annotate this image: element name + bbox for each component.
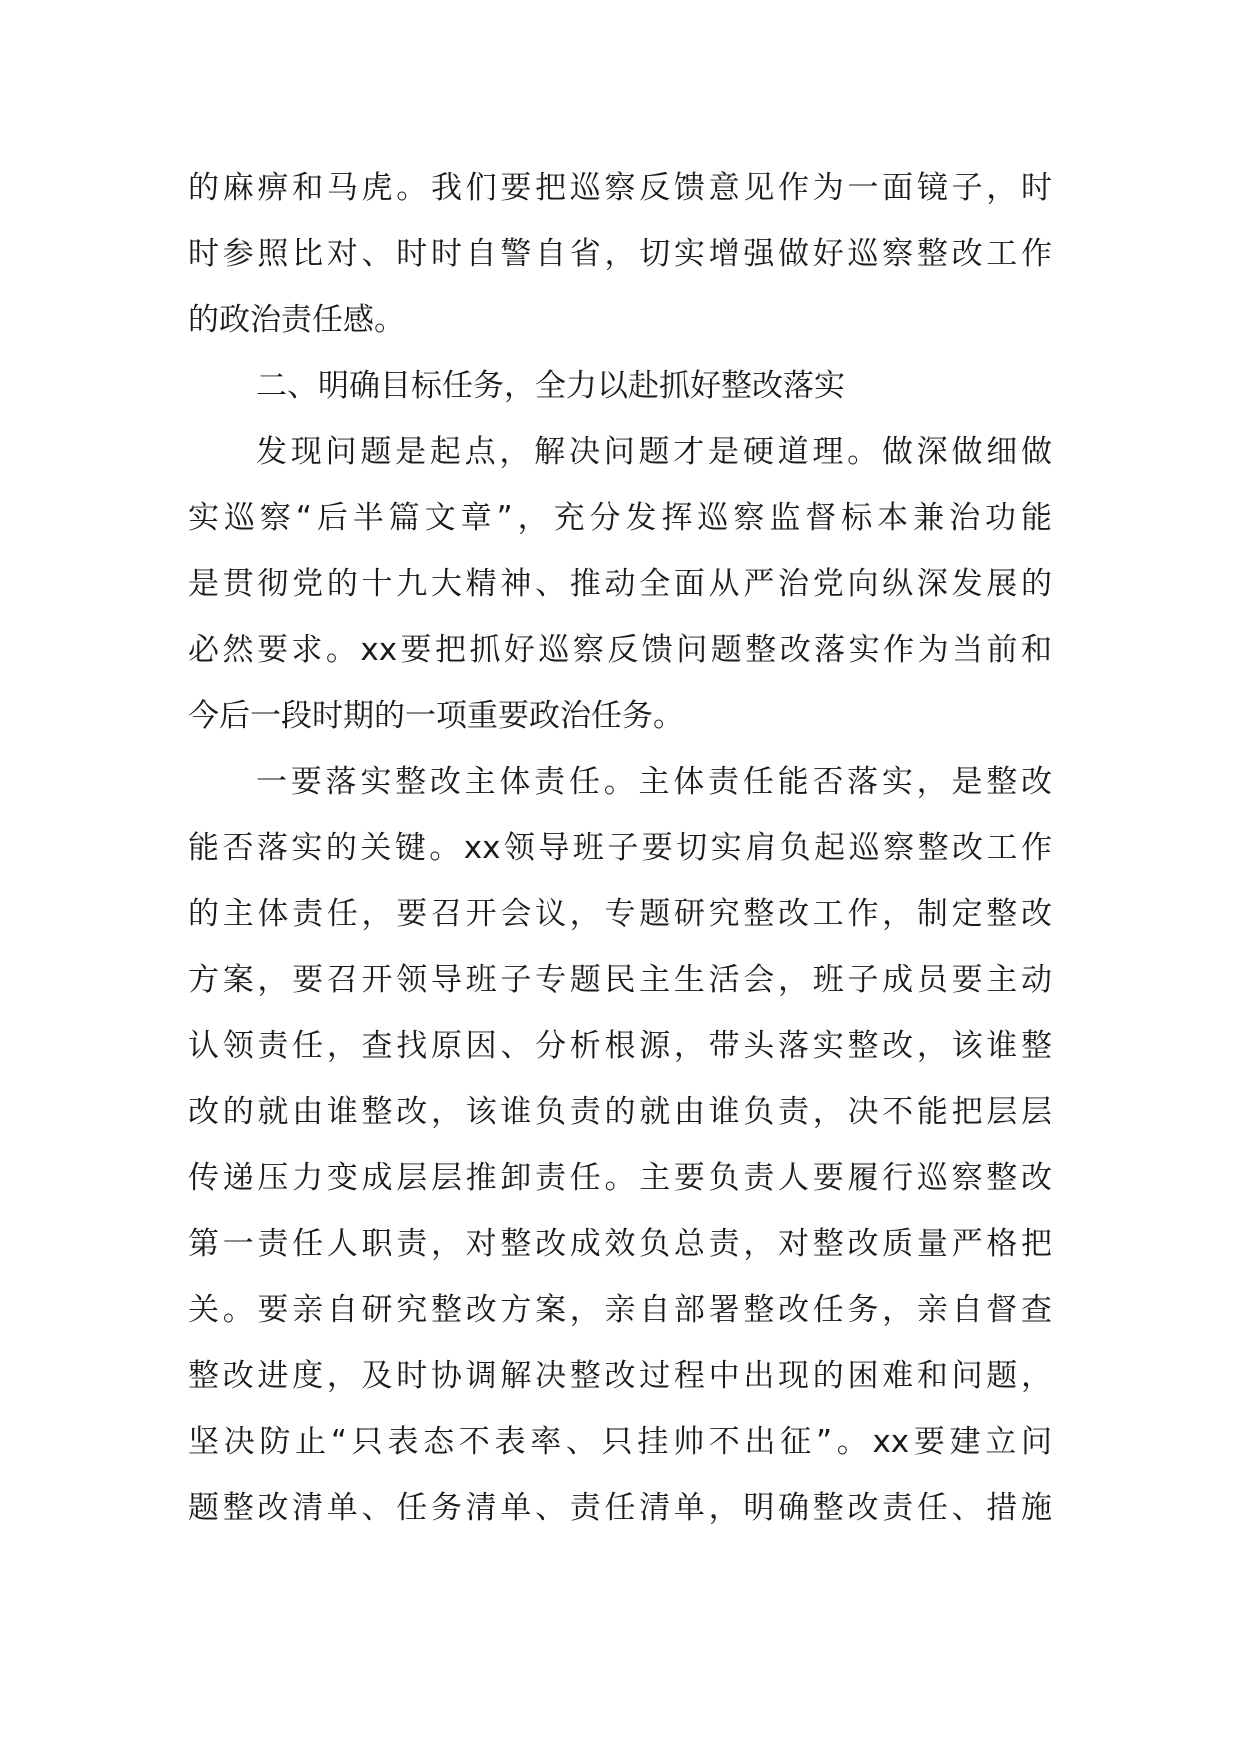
text-line: 关。要亲自研究整改方案，亲自部署整改任务，亲自督查 — [188, 1292, 1052, 1328]
text-line: 是贯彻党的十九大精神、推动全面从严治党向纵深发展的 — [188, 566, 1052, 602]
text-line: 实巡察“后半篇文章”，充分发挥巡察监督标本兼治功能 — [188, 500, 1052, 536]
section-heading: 二、明确目标任务，全力以赴抓好整改落实 — [256, 368, 845, 404]
text-line: 方案，要召开领导班子专题民主生活会，班子成员要主动 — [188, 962, 1052, 998]
text-line: 一要落实整改主体责任。主体责任能否落实，是整改 — [256, 764, 1052, 800]
text-line: 的政治责任感。 — [188, 302, 405, 338]
text-line: 题整改清单、任务清单、责任清单，明确整改责任、措施 — [188, 1490, 1052, 1526]
text-line: 传递压力变成层层推卸责任。主要负责人要履行巡察整改 — [188, 1160, 1052, 1196]
text-line: 认领责任，查找原因、分析根源，带头落实整改，该谁整 — [188, 1028, 1052, 1064]
text-line: 必然要求。xx要把抓好巡察反馈问题整改落实作为当前和 — [188, 632, 1052, 668]
text-line: 改的就由谁整改，该谁负责的就由谁负责，决不能把层层 — [188, 1094, 1052, 1130]
text-line: 能否落实的关键。xx领导班子要切实肩负起巡察整改工作 — [188, 830, 1052, 866]
text-line: 的麻痹和马虎。我们要把巡察反馈意见作为一面镜子，时 — [188, 170, 1052, 206]
text-line: 第一责任人职责，对整改成效负总责，对整改质量严格把 — [188, 1226, 1052, 1262]
text-line: 的主体责任，要召开会议，专题研究整改工作，制定整改 — [188, 896, 1052, 932]
text-line: 发现问题是起点，解决问题才是硬道理。做深做细做 — [256, 434, 1052, 470]
text-line: 坚决防止“只表态不表率、只挂帅不出征”。xx要建立问 — [188, 1424, 1052, 1460]
document-body — [188, 155, 1052, 1541]
text-line: 时参照比对、时时自警自省，切实增强做好巡察整改工作 — [188, 236, 1052, 272]
text-line: 整改进度，及时协调解决整改过程中出现的困难和问题， — [188, 1358, 1052, 1394]
text-line: 今后一段时期的一项重要政治任务。 — [188, 698, 684, 734]
